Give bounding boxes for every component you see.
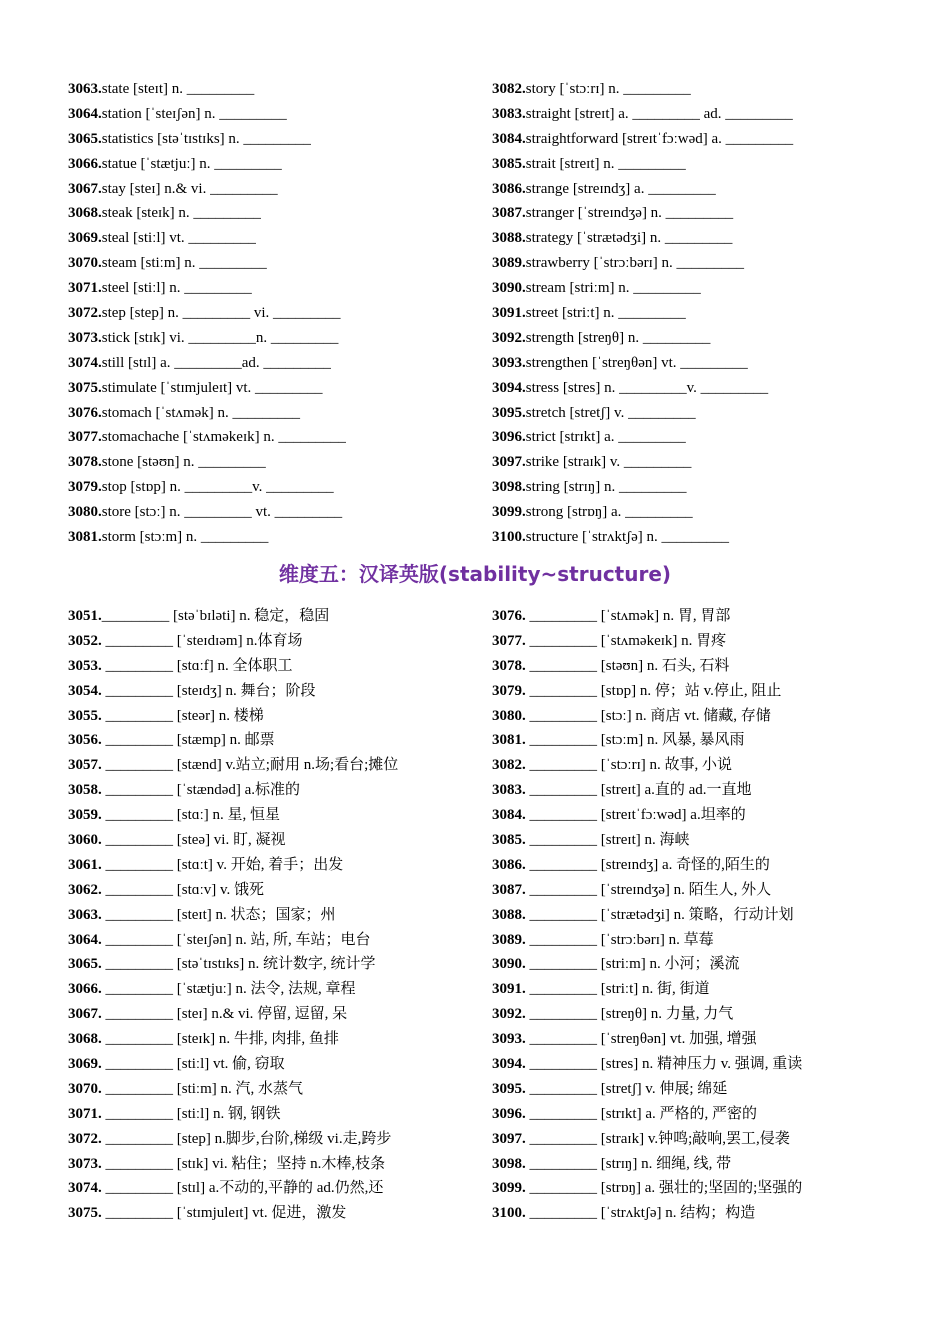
vocab-entry: [68, 401, 478, 426]
entry-text: _________ [ˈsteɪʃən] n. 站, 所, 车站；电台: [101, 931, 371, 948]
entry-number: 3094.: [492, 1056, 526, 1073]
entry-text: strange [streɪndʒ] a. _________: [525, 180, 716, 197]
entry-number: 3061.: [68, 856, 102, 873]
vocab-entry: [68, 1152, 478, 1177]
vocab-entry: [68, 903, 478, 928]
entry-text: _________ [strɪŋ] n. 细绳, 线, 带: [525, 1155, 732, 1172]
vocab-entry: [68, 654, 478, 679]
vocab-entry: [68, 803, 478, 828]
vocab-entry: [68, 450, 478, 475]
entry-text: _________ [stɑːt] v. 开始, 着手；出发: [101, 856, 344, 873]
entry-number: 3067.: [68, 1006, 102, 1023]
vocab-entry: [492, 177, 912, 202]
entry-text: state [steɪt] n. _________: [101, 81, 255, 97]
vocab-entry: [68, 853, 478, 878]
entry-number: 3079.: [68, 479, 102, 496]
entry-text: _________ [ˈstreŋθən] vt. 加强, 增强: [525, 1031, 757, 1048]
vocab-entry: [68, 251, 478, 276]
vocab-entry: [492, 401, 912, 426]
vocab-entry: [492, 251, 912, 276]
vocab-entry: [68, 1052, 478, 1077]
entry-number: 3067.: [68, 180, 102, 197]
entry-number: 3072.: [68, 1130, 102, 1147]
vocab-entry: [68, 1201, 478, 1226]
vocab-entry: [68, 152, 478, 177]
entry-number: 3069.: [68, 230, 102, 247]
entry-text: _________ [stɪk] vi. 粘住；坚持 n.木棒,枝条: [101, 1155, 386, 1172]
entry-number: 3081.: [68, 529, 102, 546]
vocab-entry: [492, 753, 912, 778]
vocab-entry: [492, 704, 912, 729]
entry-number: 3058.: [68, 782, 102, 799]
entry-text: _________ [stæmp] n. 邮票: [101, 732, 275, 749]
vocab-entry: [492, 301, 912, 326]
vocab-entry: [492, 525, 912, 550]
vocab-entry: [68, 201, 478, 226]
entry-text: _________ [stɪl] a.不动的,平静的 ad.仍然,还: [101, 1180, 384, 1197]
entry-text: _________ [steɪdʒ] n. 舞台；阶段: [101, 682, 316, 699]
entry-text: _________ [ˈstɪmjuleɪt] vt. 促进，激发: [101, 1205, 347, 1222]
entry-text: _________ [stɒp] n. 停；站 v.停止, 阻止: [525, 682, 782, 699]
entry-number: 3071.: [68, 280, 102, 297]
entry-number: 3068.: [68, 205, 102, 222]
entry-text: store [stɔː] n. _________ vt. _________: [101, 504, 343, 521]
entry-text: storm [stɔːm] n. _________: [101, 529, 269, 546]
entry-number: 3088.: [492, 230, 526, 247]
entry-text: street [striːt] n. _________: [525, 305, 686, 322]
vocab-entry: [492, 604, 912, 629]
vocab-entry: [492, 226, 912, 251]
entry-number: 3076.: [492, 608, 526, 624]
entry-number: 3078.: [68, 454, 102, 471]
entry-text: _________ [streɪt] n. 海峡: [525, 832, 690, 849]
entry-text: stream [striːm] n. _________: [525, 280, 701, 297]
entry-text: _________ [steɪt] n. 状态；国家；州: [101, 906, 336, 923]
entry-number: 3083.: [492, 782, 526, 799]
vocab-entry: [68, 1077, 478, 1102]
vocab-entry: [492, 152, 912, 177]
entry-number: 3092.: [492, 1006, 526, 1023]
entry-text: _________ [stænd] v.站立;耐用 n.场;看台;摊位: [101, 757, 399, 774]
vocab-entry: [492, 425, 912, 450]
vocab-entry: [492, 952, 912, 977]
entry-text: steel [stiːl] n. _________: [101, 280, 252, 297]
entry-text: _________ [steɪk] n. 牛排, 肉排, 鱼排: [101, 1031, 339, 1048]
entry-number: 3074.: [68, 354, 102, 371]
entry-text: _________ [ˈstʌmək] n. 胃, 胃部: [525, 608, 731, 624]
entry-text: strength [streŋθ] n. _________: [525, 329, 711, 346]
vocab-entry: [492, 127, 912, 152]
vocab-entry: [68, 728, 478, 753]
vocab-entry: [492, 376, 912, 401]
entry-text: strengthen [ˈstreŋθən] vt. _________: [525, 354, 748, 371]
vocab-entry: [492, 803, 912, 828]
vocab-entry: [68, 928, 478, 953]
entry-number: 3069.: [68, 1056, 102, 1073]
entry-text: steal [stiːl] vt. _________: [101, 230, 256, 247]
vocab-entry: [492, 1127, 912, 1152]
vocab-entry: [492, 201, 912, 226]
vocab-entry: [492, 1052, 912, 1077]
entry-text: strait [streɪt] n. _________: [525, 155, 686, 172]
vocab-entry: [68, 77, 478, 102]
entry-text: stick [stɪk] vi. _________n. _________: [101, 329, 339, 346]
entry-text: _________ [step] n.脚步,台阶,梯级 vi.走,跨步: [101, 1130, 392, 1147]
vocab-entry: [492, 1201, 912, 1226]
entry-number: 3077.: [68, 429, 102, 446]
entry-number: 3068.: [68, 1031, 102, 1048]
vocab-entry: [492, 629, 912, 654]
entry-number: 3051.: [68, 608, 102, 624]
entry-text: _________ [steə] vi. 盯, 凝视: [101, 832, 286, 849]
vocab-entry: [492, 1027, 912, 1052]
entry-number: 3089.: [492, 255, 526, 272]
vocab-entry: [68, 1127, 478, 1152]
entry-number: 3054.: [68, 682, 102, 699]
vocab-entry: [68, 326, 478, 351]
entry-number: 3063.: [68, 906, 102, 923]
entry-text: _________ [stiːl] vt. 偷, 窃取: [101, 1056, 285, 1073]
entry-text: _________ [ˈstɔːrɪ] n. 故事, 小说: [525, 757, 732, 774]
entry-text: stay [steɪ] n.& vi. _________: [101, 180, 278, 197]
entry-text: _________ [stɑːv] v. 饿死: [101, 881, 265, 898]
vocab-entry: [68, 525, 478, 550]
entry-number: 3070.: [68, 255, 102, 272]
vocab-entry: [492, 778, 912, 803]
vocab-entry: [68, 102, 478, 127]
entry-text: _________ [steər] n. 楼梯: [101, 707, 264, 724]
entry-number: 3093.: [492, 354, 526, 371]
vocab-entry: [492, 1077, 912, 1102]
entry-text: stranger [ˈstreɪndʒə] n. _________: [525, 205, 734, 222]
vocab-entry: [492, 77, 912, 102]
entry-number: 3089.: [492, 931, 526, 948]
entry-number: 3092.: [492, 329, 526, 346]
vocab-entry: [68, 977, 478, 1002]
vocab-entry: [492, 977, 912, 1002]
entry-text: _________ [striːt] n. 街, 街道: [525, 981, 710, 998]
entry-number: 3070.: [68, 1080, 102, 1097]
vocab-entry: [492, 1002, 912, 1027]
entry-text: _________ [stəˈtɪstɪks] n. 统计数字, 统计学: [101, 956, 376, 973]
vocab-entry: [68, 704, 478, 729]
entry-number: 3073.: [68, 329, 102, 346]
entry-number: 3076.: [68, 404, 102, 421]
entry-text: _________ [stiːl] n. 钢, 钢铁: [101, 1105, 281, 1122]
vocab-entry: [68, 1002, 478, 1027]
entry-number: 3080.: [492, 707, 526, 724]
vocab-entry: [68, 127, 478, 152]
vocab-entry: [492, 475, 912, 500]
entry-text: _________ [stɑːf] n. 全体职工: [101, 657, 293, 674]
entry-text: _________ [streŋθ] n. 力量, 力气: [525, 1006, 734, 1023]
entry-number: 3064.: [68, 105, 102, 122]
entry-text: _________ [streɪndʒ] a. 奇怪的,陌生的: [525, 856, 770, 873]
vocab-entry: [68, 351, 478, 376]
entry-number: 3074.: [68, 1180, 102, 1197]
entry-text: statistics [stəˈtɪstɪks] n. _________: [101, 130, 311, 147]
entry-number: 3087.: [492, 205, 526, 222]
entry-text: stress [stres] n. _________v. _________: [525, 379, 769, 396]
entry-number: 3075.: [68, 1205, 102, 1222]
vocab-entry: [492, 1152, 912, 1177]
entry-text: structure [ˈstrʌktʃə] n. _________: [525, 529, 730, 546]
entry-number: 3052.: [68, 632, 102, 649]
entry-text: stone [stəʊn] n. _________: [101, 454, 266, 471]
entry-number: 3084.: [492, 130, 526, 147]
entry-number: 3079.: [492, 682, 526, 699]
entry-text: story [ˈstɔːrɪ] n. _________: [525, 81, 691, 97]
entry-number: 3053.: [68, 657, 102, 674]
entry-number: 3083.: [492, 105, 526, 122]
section2-left-column: [68, 604, 478, 1226]
vocab-entry: [68, 952, 478, 977]
vocab-entry: [68, 500, 478, 525]
entry-number: 3081.: [492, 732, 526, 749]
entry-text: _________ [striːm] n. 小河；溪流: [525, 956, 740, 973]
entry-number: 3065.: [68, 956, 102, 973]
entry-text: straightforward [streɪtˈfɔːwəd] a. _________: [525, 130, 794, 147]
entry-text: strong [strɒŋ] a. _________: [525, 504, 693, 521]
entry-text: stomach [ˈstʌmək] n. _________: [101, 404, 301, 421]
entry-number: 3088.: [492, 906, 526, 923]
entry-text: _________ [stretʃ] v. 伸展; 绵延: [525, 1080, 728, 1097]
entry-number: 3100.: [492, 1205, 526, 1222]
vocab-entry: [68, 828, 478, 853]
entry-text: _________ [stiːm] n. 汽, 水蒸气: [101, 1080, 303, 1097]
entry-text: string [strɪŋ] n. _________: [525, 479, 687, 496]
entry-number: 3090.: [492, 956, 526, 973]
vocab-entry: [68, 226, 478, 251]
entry-number: 3098.: [492, 479, 526, 496]
entry-number: 3078.: [492, 657, 526, 674]
entry-number: 3060.: [68, 832, 102, 849]
entry-text: strict [strɪkt] a. _________: [525, 429, 686, 446]
vocab-entry: [492, 828, 912, 853]
entry-number: 3071.: [68, 1105, 102, 1122]
vocab-entry: [492, 1102, 912, 1127]
vocab-entry: [492, 878, 912, 903]
vocab-entry: [492, 728, 912, 753]
entry-number: 3065.: [68, 130, 102, 147]
entry-number: 3100.: [492, 529, 526, 546]
entry-text: _________ [strɪkt] a. 严格的, 严密的: [525, 1105, 757, 1122]
entry-text: steam [stiːm] n. _________: [101, 255, 267, 272]
vocab-entry: [68, 425, 478, 450]
entry-number: 3085.: [492, 832, 526, 849]
vocab-entry: [68, 778, 478, 803]
entry-number: 3062.: [68, 881, 102, 898]
entry-number: 3080.: [68, 504, 102, 521]
entry-number: 3099.: [492, 1180, 526, 1197]
section1-left-column: [68, 77, 478, 550]
entry-number: 3094.: [492, 379, 526, 396]
entry-number: 3091.: [492, 305, 526, 322]
section2-right-column: [492, 604, 912, 1226]
entry-text: _________ [stɔːm] n. 风暴, 暴风雨: [525, 732, 745, 749]
vocab-entry: [68, 1176, 478, 1201]
entry-text: _________ [ˈstrɔːbərɪ] n. 草莓: [525, 931, 714, 948]
entry-number: 3082.: [492, 757, 526, 774]
entry-number: 3084.: [492, 807, 526, 824]
entry-number: 3095.: [492, 1080, 526, 1097]
section1-right-column: [492, 77, 912, 550]
entry-number: 3072.: [68, 305, 102, 322]
entry-text: station [ˈsteɪʃən] n. _________: [101, 105, 287, 122]
entry-number: 3077.: [492, 632, 526, 649]
vocab-entry: [68, 376, 478, 401]
entry-text: strategy [ˈstrætədʒi] n. _________: [525, 230, 733, 247]
entry-text: _________ [stəˈbɪləti] n. 稳定，稳固: [101, 608, 330, 624]
vocab-entry: [68, 679, 478, 704]
entry-text: _________ [ˈstændəd] a.标准的: [101, 782, 301, 799]
entry-number: 3097.: [492, 454, 526, 471]
entry-number: 3055.: [68, 707, 102, 724]
entry-text: _________ [ˈsteɪdɪəm] n.体育场: [101, 632, 303, 649]
vocab-entry: [68, 604, 478, 629]
entry-number: 3059.: [68, 807, 102, 824]
entry-text: still [stɪl] a. _________ad. _________: [101, 354, 331, 371]
entry-text: _________ [straɪk] v.钟鸣;敲响,罢工,侵袭: [525, 1130, 790, 1147]
vocab-entry: [492, 903, 912, 928]
entry-text: _________ [steɪ] n.& vi. 停留, 逗留, 呆: [101, 1006, 348, 1023]
entry-text: steak [steɪk] n. _________: [101, 205, 261, 222]
entry-number: 3096.: [492, 429, 526, 446]
entry-text: stimulate [ˈstɪmjuleɪt] vt. _________: [101, 379, 323, 396]
vocab-entry: [492, 1176, 912, 1201]
vocab-entry: [68, 177, 478, 202]
vocab-entry: [492, 500, 912, 525]
entry-number: 3093.: [492, 1031, 526, 1048]
entry-text: _________ [streɪt] a.直的 ad.一直地: [525, 782, 752, 799]
entry-number: 3063.: [68, 81, 102, 97]
vocab-entry: [492, 450, 912, 475]
vocab-entry: [492, 928, 912, 953]
entry-number: 3099.: [492, 504, 526, 521]
vocab-entry: [68, 475, 478, 500]
entry-number: 3086.: [492, 180, 526, 197]
entry-number: 3073.: [68, 1155, 102, 1172]
entry-text: straight [streɪt] a. _________ ad. _________: [525, 105, 793, 122]
entry-text: strike [straɪk] v. _________: [525, 454, 692, 471]
entry-number: 3056.: [68, 732, 102, 749]
entry-text: stretch [stretʃ] v. _________: [525, 404, 696, 421]
vocab-entry: [492, 276, 912, 301]
entry-number: 3066.: [68, 155, 102, 172]
entry-text: stop [stɒp] n. _________v. _________: [101, 479, 334, 496]
entry-text: strawberry [ˈstrɔːbərɪ] n. _________: [525, 255, 745, 272]
entry-text: _________ [streɪtˈfɔːwəd] a.坦率的: [525, 807, 746, 824]
vocab-entry: [492, 102, 912, 127]
entry-text: _________ [stəʊn] n. 石头, 石料: [525, 657, 730, 674]
entry-text: _________ [ˈstætjuː] n. 法令, 法规, 章程: [101, 981, 356, 998]
vocab-entry: [492, 326, 912, 351]
entry-number: 3064.: [68, 931, 102, 948]
vocab-entry: [68, 753, 478, 778]
entry-text: _________ [stɔː] n. 商店 vt. 储藏, 存储: [525, 707, 771, 724]
entry-number: 3090.: [492, 280, 526, 297]
entry-number: 3085.: [492, 155, 526, 172]
vocab-entry: [68, 1027, 478, 1052]
entry-text: _________ [stɑː] n. 星, 恒星: [101, 807, 281, 824]
entry-number: 3066.: [68, 981, 102, 998]
vocab-entry: [68, 878, 478, 903]
entry-text: stomachache [ˈstʌməkeɪk] n. _________: [101, 429, 346, 446]
vocab-entry: [68, 301, 478, 326]
entry-text: step [step] n. _________ vi. _________: [101, 305, 341, 322]
entry-text: _________ [ˈstrætədʒi] n. 策略，行动计划: [525, 906, 794, 923]
entry-text: _________ [stres] n. 精神压力 v. 强调, 重读: [525, 1056, 803, 1073]
entry-text: _________ [ˈstrʌktʃə] n. 结构；构造: [525, 1205, 756, 1222]
entry-number: 3082.: [492, 81, 526, 97]
entry-text: _________ [strɒŋ] a. 强壮的;坚固的;坚强的: [525, 1180, 803, 1197]
entry-number: 3098.: [492, 1155, 526, 1172]
section-heading: 维度五：汉译英版(stability~structure): [278, 562, 672, 586]
entry-number: 3086.: [492, 856, 526, 873]
vocab-entry: [492, 351, 912, 376]
entry-text: _________ [ˈstʌməkeɪk] n. 胃疼: [525, 632, 727, 649]
entry-text: _________ [ˈstreɪndʒə] n. 陌生人, 外人: [525, 881, 772, 898]
vocab-entry: [492, 654, 912, 679]
entry-number: 3057.: [68, 757, 102, 774]
vocab-entry: [492, 679, 912, 704]
vocab-entry: [68, 1102, 478, 1127]
vocab-entry: [68, 629, 478, 654]
vocab-entry: [68, 276, 478, 301]
vocab-entry: [492, 853, 912, 878]
entry-number: 3087.: [492, 881, 526, 898]
entry-text: statue [ˈstætjuː] n. _________: [101, 155, 282, 172]
entry-number: 3091.: [492, 981, 526, 998]
entry-number: 3095.: [492, 404, 526, 421]
entry-number: 3097.: [492, 1130, 526, 1147]
entry-number: 3096.: [492, 1105, 526, 1122]
entry-number: 3075.: [68, 379, 102, 396]
